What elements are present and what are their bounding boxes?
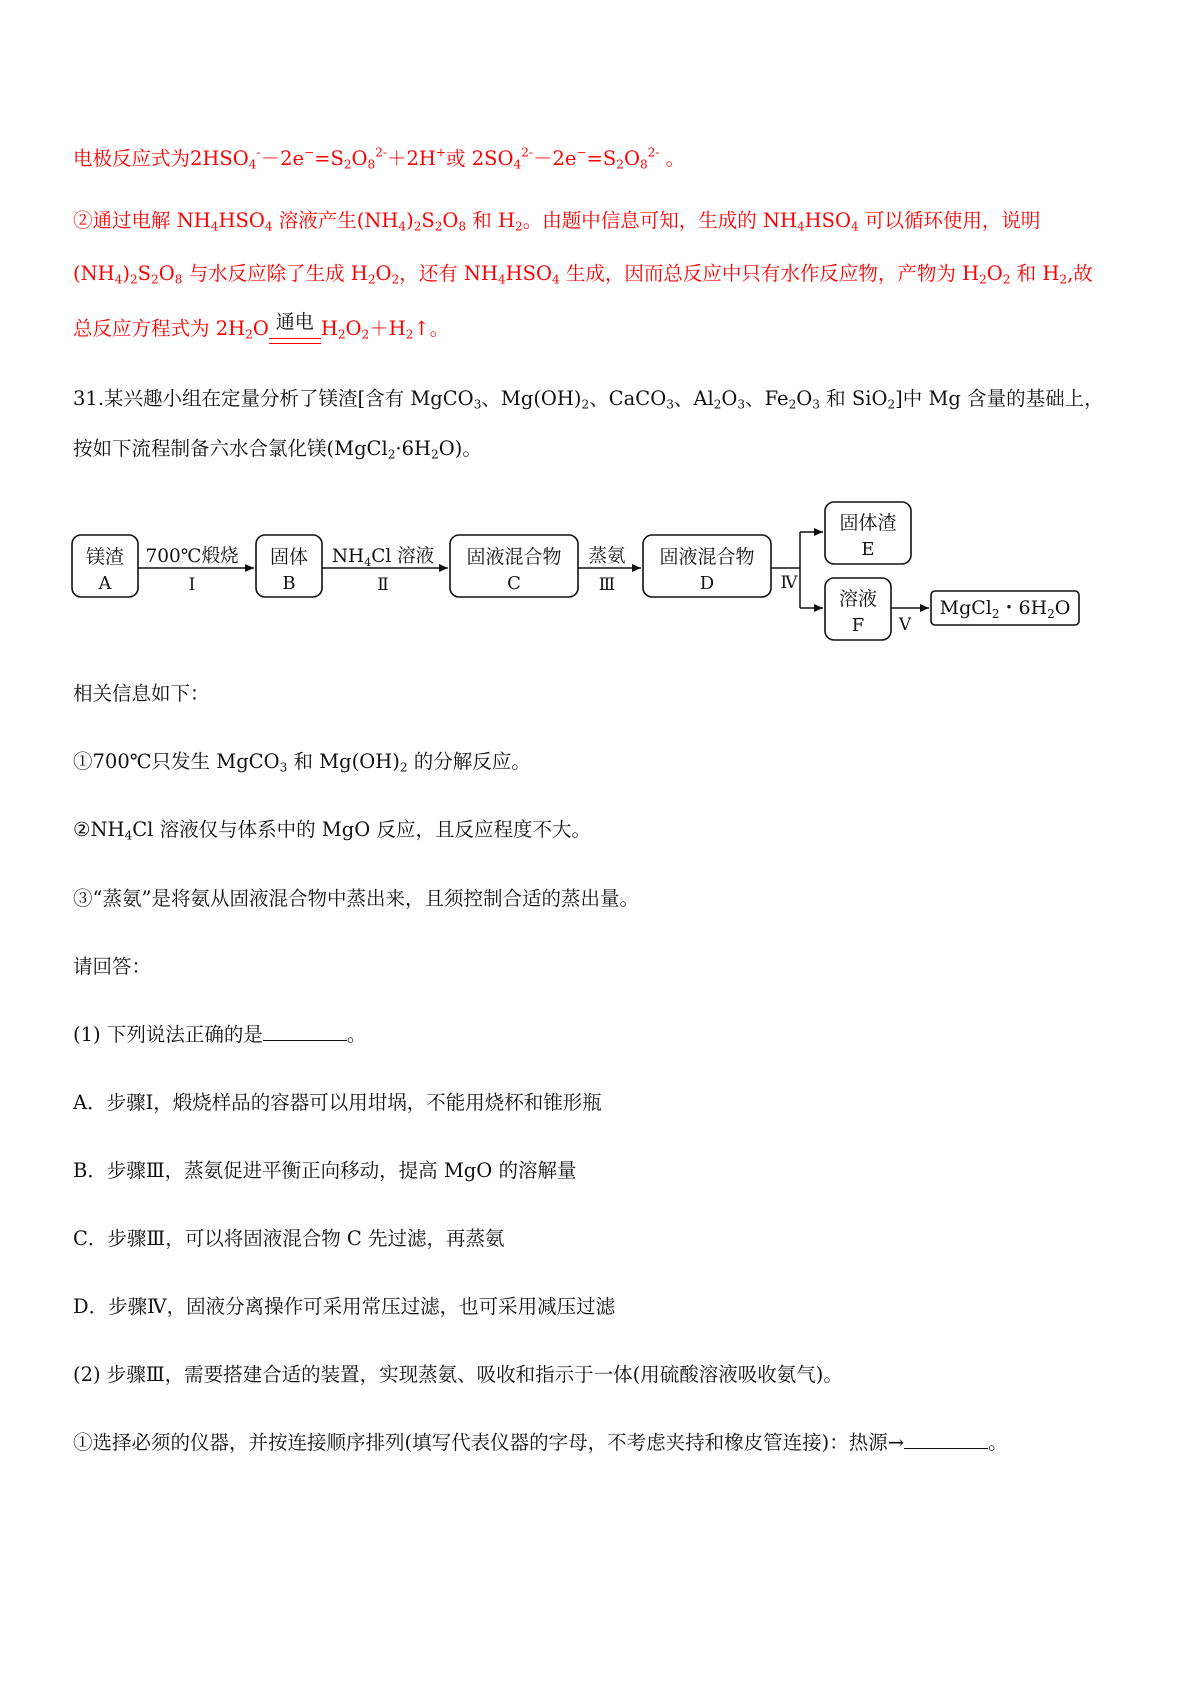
svg-text:E: E	[861, 539, 875, 560]
box-d-solid-liquid-mixture	[643, 535, 771, 597]
svg-text:MgCl2・6H2O: MgCl$_2$・$6H_2O$	[939, 597, 1071, 621]
box-a-magnesium-slag	[72, 535, 138, 597]
svg-text:固液混合物: 固液混合物	[659, 546, 755, 568]
electrolysis-equals-sign: 通电	[269, 316, 321, 342]
box-c-solid-liquid-mixture	[450, 535, 578, 597]
svg-text:溶液: 溶液	[838, 588, 878, 610]
svg-text:Ⅱ: Ⅱ	[377, 575, 389, 595]
svg-text:700℃煅烧: 700℃煅烧	[145, 546, 239, 567]
part-2-subquestion-1: ①选择必须的仪器，并按连接顺序排列(填写代表仪器的字母，不考虑夹持和橡皮管连接)：热源→ 。	[73, 1431, 1008, 1454]
process-flowchart	[0, 0, 1200, 680]
svg-text:固体渣: 固体渣	[839, 512, 897, 534]
svg-text:Ⅰ: Ⅰ	[188, 575, 196, 595]
box-f-solution	[825, 578, 891, 640]
info-item-3: ③“蒸氨”是将氨从固液混合物中蒸出来，且须控制合适的蒸出量。	[73, 887, 639, 910]
option-c: C．步骤Ⅲ，可以将固液混合物 C 先过滤，再蒸氨	[73, 1227, 505, 1250]
question-line-2: 按如下流程制备六水合氯化镁$(MgCl_2\cdot 6H_2O)$。	[73, 437, 482, 462]
step-1-arrow	[138, 546, 254, 595]
svg-text:Ⅳ: Ⅳ	[780, 573, 798, 593]
svg-text:A: A	[98, 573, 112, 594]
box-product-magnesium-chloride-hexahydrate	[931, 591, 1079, 625]
step-5-arrow	[891, 608, 929, 635]
box-b-solid	[256, 535, 322, 597]
answer-line-2: ②通过电解 $NH_4HSO_4$ 溶液产生$(NH_4)_2S_2O_8$ 和 $H_2$。由题中信息可知，生成的 $NH_4HSO_4$ 可以循环使用，说明	[73, 209, 1041, 234]
part-1-stem: (1) 下列说法正确的是 。	[73, 1023, 367, 1046]
step-3-arrow	[578, 546, 641, 595]
svg-text:F: F	[851, 615, 865, 636]
svg-text:Ⅴ: Ⅴ	[898, 615, 912, 635]
answer-line-1: 电极反应式为$2HSO_4^--2e^-=S_2O_8^{2-}+2H^+$或 $2SO_4^{2-}-2e^-=S_2O_8^{2-}$ 。	[73, 145, 686, 172]
svg-text:C: C	[507, 573, 521, 594]
info-heading: 相关信息如下：	[73, 682, 210, 705]
answer-blank-1[interactable]	[263, 1022, 347, 1041]
answer-blank-2[interactable]	[904, 1430, 988, 1449]
answer-line-4: 总反应方程式为 $2H_2O$ 通电 $H_2O_2+H_2↑$。	[73, 316, 449, 342]
answer-prompt: 请回答：	[73, 955, 152, 978]
svg-text:B: B	[282, 573, 296, 594]
box-e-solid-residue	[825, 502, 911, 564]
option-b: B．步骤Ⅲ，蒸氨促进平衡正向移动，提高 MgO 的溶解量	[73, 1159, 577, 1182]
step-4-split-arrows	[771, 532, 823, 608]
option-a: A．步骤Ⅰ，煅烧样品的容器可以用坩埚，不能用烧杯和锥形瓶	[73, 1091, 602, 1114]
option-d: D．步骤Ⅳ，固液分离操作可采用常压过滤，也可采用减压过滤	[73, 1295, 616, 1318]
svg-text:NH4Cl 溶液: $NH_4Cl$ 溶液	[331, 546, 435, 569]
svg-text:Ⅲ: Ⅲ	[598, 575, 616, 595]
step-2-arrow	[322, 546, 448, 595]
svg-text:固液混合物: 固液混合物	[466, 546, 562, 568]
question-line-1: 31.某兴趣小组在定量分析了镁渣[含有 MgCO$_3$、$Mg(OH)_2$、CaCO$_3$、$Al_2O_3$、$Fe_2O_3$ 和 SiO$_2$]中 Mg 含量的基础上，	[73, 387, 1104, 412]
svg-text:D: D	[699, 573, 715, 594]
part-2-stem: (2) 步骤Ⅲ，需要搭建合适的装置，实现蒸氨、吸收和指示于一体(用硫酸溶液吸收氨气)。	[73, 1363, 843, 1386]
answer-line-3: $(NH_4)_2S_2O_8$ 与水反应除了生成 $H_2O_2$，还有 $NH_4HSO_4$ 生成，因而总反应中只有水作反应物，产物为 $H_2O_2$ 和 $H_2$,故	[73, 262, 1093, 287]
svg-text:蒸氨: 蒸氨	[588, 546, 626, 567]
svg-text:固体: 固体	[269, 546, 309, 568]
info-item-1: ①700℃只发生 MgCO$_3$ 和 $Mg(OH)_2$ 的分解反应。	[73, 750, 531, 775]
info-item-2: $②NH_4Cl$ 溶液仅与体系中的 MgO 反应，且反应程度不大。	[73, 818, 591, 843]
svg-text:镁渣: 镁渣	[85, 546, 125, 568]
